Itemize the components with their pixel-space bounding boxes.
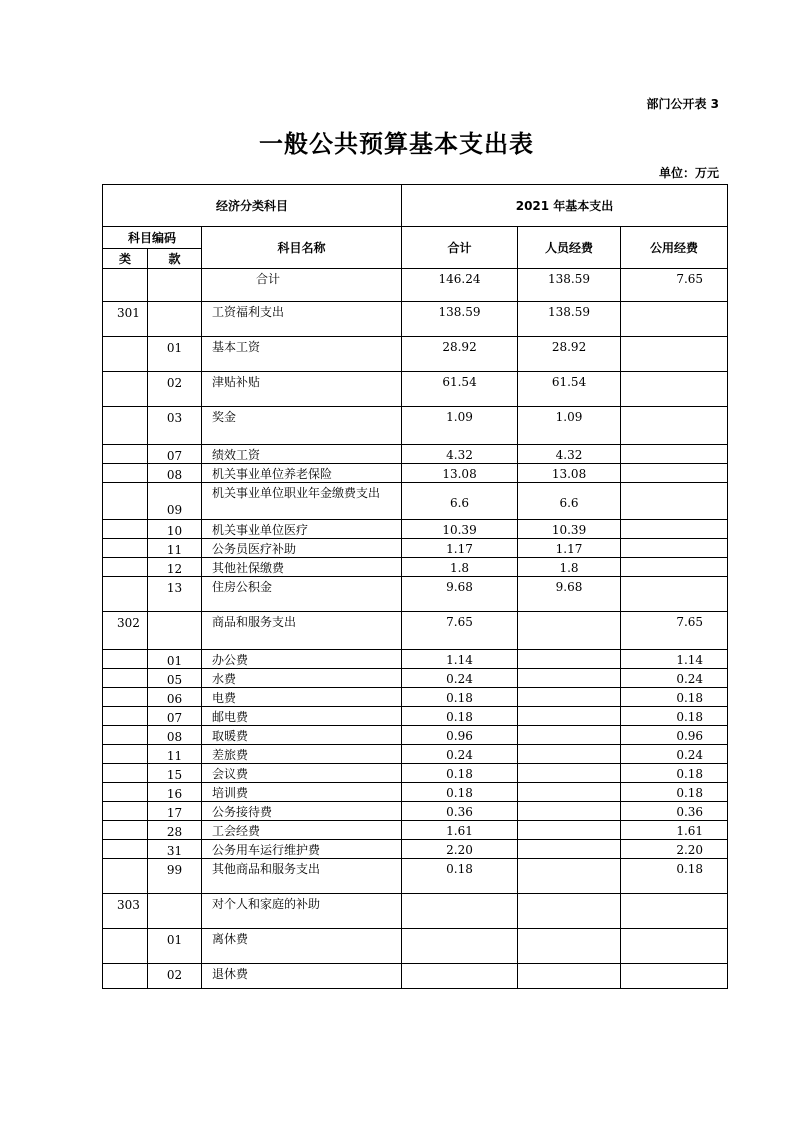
code-lei-cell (103, 688, 148, 707)
subject-name-cell: 水费 (202, 669, 402, 688)
subject-name-cell: 其他商品和服务支出 (202, 859, 402, 894)
personnel-cell: 28.92 (518, 337, 621, 372)
personnel-cell (518, 764, 621, 783)
code-kuan-cell (148, 894, 202, 929)
total-cell: 2.20 (402, 840, 518, 859)
code-lei-cell (103, 802, 148, 821)
subject-name-cell: 绩效工资 (202, 445, 402, 464)
personnel-cell (518, 859, 621, 894)
code-lei-cell (103, 483, 148, 520)
code-lei-cell (103, 445, 148, 464)
subject-name-cell: 公务接待费 (202, 802, 402, 821)
personnel-cell (518, 840, 621, 859)
subject-name-cell: 差旅费 (202, 745, 402, 764)
code-lei-cell (103, 745, 148, 764)
code-lei-cell (103, 726, 148, 745)
header-economic-category: 经济分类科目 (103, 185, 402, 227)
table-row (103, 520, 728, 539)
table-row (103, 964, 728, 989)
code-lei-cell (103, 372, 148, 407)
code-lei-cell (103, 539, 148, 558)
table-row (103, 464, 728, 483)
table-row (103, 612, 728, 650)
personnel-cell (518, 707, 621, 726)
subject-name-cell: 其他社保缴费 (202, 558, 402, 577)
code-kuan-cell: 13 (148, 577, 202, 612)
code-kuan-cell: 11 (148, 539, 202, 558)
subject-name-cell: 培训费 (202, 783, 402, 802)
table-row (103, 764, 728, 783)
public-cell: 7.65 (621, 612, 728, 650)
total-cell (402, 964, 518, 989)
public-cell: 0.18 (621, 688, 728, 707)
public-cell: 0.18 (621, 859, 728, 894)
personnel-cell: 138.59 (518, 302, 621, 337)
personnel-cell (518, 726, 621, 745)
code-lei-cell (103, 337, 148, 372)
personnel-cell (518, 612, 621, 650)
code-kuan-cell: 99 (148, 859, 202, 894)
code-kuan-cell: 09 (148, 483, 202, 520)
code-kuan-cell: 03 (148, 407, 202, 445)
table-row (103, 445, 728, 464)
code-kuan-cell: 02 (148, 372, 202, 407)
total-cell: 1.8 (402, 558, 518, 577)
code-lei-cell (103, 783, 148, 802)
total-cell: 13.08 (402, 464, 518, 483)
table-row (103, 337, 728, 372)
code-kuan-cell: 15 (148, 764, 202, 783)
subject-name-cell: 邮电费 (202, 707, 402, 726)
personnel-cell: 4.32 (518, 445, 621, 464)
table-row (103, 407, 728, 445)
unit-label: 单位：万元 (658, 166, 719, 180)
total-cell: 138.59 (402, 302, 518, 337)
personnel-cell: 9.68 (518, 577, 621, 612)
table-number-label: 部门公开表 3 (646, 97, 719, 111)
personnel-cell: 6.6 (518, 483, 621, 520)
personnel-cell: 1.8 (518, 558, 621, 577)
personnel-cell: 10.39 (518, 520, 621, 539)
code-lei-cell (103, 964, 148, 989)
page-title: 一般公共预算基本支出表 (259, 130, 534, 158)
total-cell: 28.92 (402, 337, 518, 372)
total-cell: 1.14 (402, 650, 518, 669)
subject-name-cell: 工会经费 (202, 821, 402, 840)
subject-name-cell: 基本工资 (202, 337, 402, 372)
public-cell (621, 445, 728, 464)
total-cell: 0.18 (402, 707, 518, 726)
table-row (103, 558, 728, 577)
header-kuan: 款 (148, 249, 202, 269)
code-kuan-cell: 01 (148, 650, 202, 669)
public-cell: 0.18 (621, 764, 728, 783)
code-kuan-cell: 07 (148, 445, 202, 464)
public-cell (621, 407, 728, 445)
total-cell: 0.18 (402, 783, 518, 802)
total-cell: 1.17 (402, 539, 518, 558)
header-total: 合计 (402, 227, 518, 269)
table-row (103, 783, 728, 802)
code-lei-cell (103, 929, 148, 964)
public-cell: 0.18 (621, 783, 728, 802)
table-row (103, 726, 728, 745)
table-row (103, 707, 728, 726)
personnel-cell (518, 964, 621, 989)
code-lei-cell: 302 (103, 612, 148, 650)
subject-name-cell: 津贴补贴 (202, 372, 402, 407)
code-kuan-cell: 06 (148, 688, 202, 707)
total-row (103, 269, 728, 302)
subject-name-cell: 离休费 (202, 929, 402, 964)
table-row (103, 577, 728, 612)
table-row (103, 302, 728, 337)
personnel-cell (518, 688, 621, 707)
table-row (103, 802, 728, 821)
code-kuan-cell (148, 269, 202, 302)
code-kuan-cell: 08 (148, 726, 202, 745)
subject-name-cell: 公务用车运行维护费 (202, 840, 402, 859)
table-row (103, 650, 728, 669)
public-cell: 1.61 (621, 821, 728, 840)
public-cell: 0.18 (621, 707, 728, 726)
budget-table (102, 184, 728, 989)
public-cell (621, 929, 728, 964)
personnel-cell: 13.08 (518, 464, 621, 483)
subject-name-cell: 会议费 (202, 764, 402, 783)
public-cell: 0.36 (621, 802, 728, 821)
total-cell: 61.54 (402, 372, 518, 407)
code-kuan-cell: 07 (148, 707, 202, 726)
public-cell (621, 577, 728, 612)
public-cell (621, 337, 728, 372)
code-kuan-cell: 16 (148, 783, 202, 802)
total-cell: 146.24 (402, 269, 518, 302)
code-lei-cell (103, 577, 148, 612)
subject-name-cell: 对个人和家庭的补助 (202, 894, 402, 929)
code-lei-cell (103, 464, 148, 483)
public-cell (621, 558, 728, 577)
table-row (103, 669, 728, 688)
code-kuan-cell: 02 (148, 964, 202, 989)
table-row (103, 821, 728, 840)
code-lei-cell (103, 707, 148, 726)
subject-name-cell: 合计 (202, 269, 402, 302)
code-kuan-cell: 10 (148, 520, 202, 539)
total-cell: 10.39 (402, 520, 518, 539)
public-cell (621, 483, 728, 520)
code-kuan-cell: 05 (148, 669, 202, 688)
table-row (103, 745, 728, 764)
personnel-cell (518, 929, 621, 964)
public-cell: 0.24 (621, 745, 728, 764)
subject-name-cell: 取暖费 (202, 726, 402, 745)
public-cell: 7.65 (621, 269, 728, 302)
personnel-cell (518, 894, 621, 929)
code-lei-cell (103, 764, 148, 783)
code-kuan-cell (148, 302, 202, 337)
total-cell: 0.96 (402, 726, 518, 745)
code-lei-cell: 303 (103, 894, 148, 929)
subject-name-cell: 电费 (202, 688, 402, 707)
subject-name-cell: 住房公积金 (202, 577, 402, 612)
public-cell (621, 520, 728, 539)
public-cell (621, 539, 728, 558)
total-cell: 0.24 (402, 669, 518, 688)
code-kuan-cell: 11 (148, 745, 202, 764)
public-cell: 2.20 (621, 840, 728, 859)
total-cell (402, 929, 518, 964)
personnel-cell (518, 669, 621, 688)
code-kuan-cell: 08 (148, 464, 202, 483)
total-cell: 7.65 (402, 612, 518, 650)
header-lei: 类 (103, 249, 148, 269)
code-lei-cell (103, 840, 148, 859)
code-lei-cell (103, 650, 148, 669)
public-cell (621, 964, 728, 989)
subject-name-cell: 机关事业单位医疗 (202, 520, 402, 539)
total-cell: 9.68 (402, 577, 518, 612)
code-lei-cell (103, 859, 148, 894)
table-row (103, 840, 728, 859)
table-row (103, 929, 728, 964)
personnel-cell: 1.17 (518, 539, 621, 558)
header-personnel: 人员经费 (518, 227, 621, 269)
total-cell: 0.24 (402, 745, 518, 764)
total-cell: 0.18 (402, 688, 518, 707)
subject-name-cell: 退休费 (202, 964, 402, 989)
code-kuan-cell: 01 (148, 929, 202, 964)
code-lei-cell (103, 669, 148, 688)
subject-name-cell: 商品和服务支出 (202, 612, 402, 650)
public-cell (621, 302, 728, 337)
code-kuan-cell: 01 (148, 337, 202, 372)
public-cell (621, 894, 728, 929)
table-row (103, 483, 728, 520)
subject-name-cell: 机关事业单位养老保险 (202, 464, 402, 483)
code-lei-cell (103, 558, 148, 577)
code-kuan-cell: 17 (148, 802, 202, 821)
table-row (103, 688, 728, 707)
total-cell (402, 894, 518, 929)
header-subject-code: 科目编码 (103, 227, 202, 249)
code-kuan-cell: 12 (148, 558, 202, 577)
code-kuan-cell: 31 (148, 840, 202, 859)
table-row (103, 894, 728, 929)
subject-name-cell: 公务员医疗补助 (202, 539, 402, 558)
table-body (103, 269, 728, 989)
personnel-cell (518, 745, 621, 764)
table-row (103, 372, 728, 407)
total-cell: 0.18 (402, 859, 518, 894)
public-cell (621, 464, 728, 483)
code-lei-cell (103, 520, 148, 539)
personnel-cell (518, 802, 621, 821)
personnel-cell: 138.59 (518, 269, 621, 302)
personnel-cell (518, 783, 621, 802)
public-cell: 0.24 (621, 669, 728, 688)
total-cell: 0.36 (402, 802, 518, 821)
subject-name-cell: 办公费 (202, 650, 402, 669)
subject-name-cell: 机关事业单位职业年金缴费支出 (202, 483, 402, 520)
code-kuan-cell (148, 612, 202, 650)
code-lei-cell (103, 407, 148, 445)
personnel-cell (518, 650, 621, 669)
public-cell (621, 372, 728, 407)
total-cell: 6.6 (402, 483, 518, 520)
subject-name-cell: 奖金 (202, 407, 402, 445)
code-kuan-cell: 28 (148, 821, 202, 840)
public-cell: 1.14 (621, 650, 728, 669)
personnel-cell (518, 821, 621, 840)
total-cell: 4.32 (402, 445, 518, 464)
personnel-cell: 1.09 (518, 407, 621, 445)
public-cell: 0.96 (621, 726, 728, 745)
code-lei-cell (103, 269, 148, 302)
header-public: 公用经费 (621, 227, 728, 269)
subject-name-cell: 工资福利支出 (202, 302, 402, 337)
total-cell: 1.09 (402, 407, 518, 445)
total-cell: 0.18 (402, 764, 518, 783)
table-row (103, 539, 728, 558)
personnel-cell: 61.54 (518, 372, 621, 407)
code-lei-cell: 301 (103, 302, 148, 337)
total-cell: 1.61 (402, 821, 518, 840)
table-header (103, 185, 728, 269)
header-2021-basic-expenditure: 2021 年基本支出 (402, 185, 728, 227)
code-lei-cell (103, 821, 148, 840)
header-subject-name: 科目名称 (202, 227, 402, 269)
table-row (103, 859, 728, 894)
